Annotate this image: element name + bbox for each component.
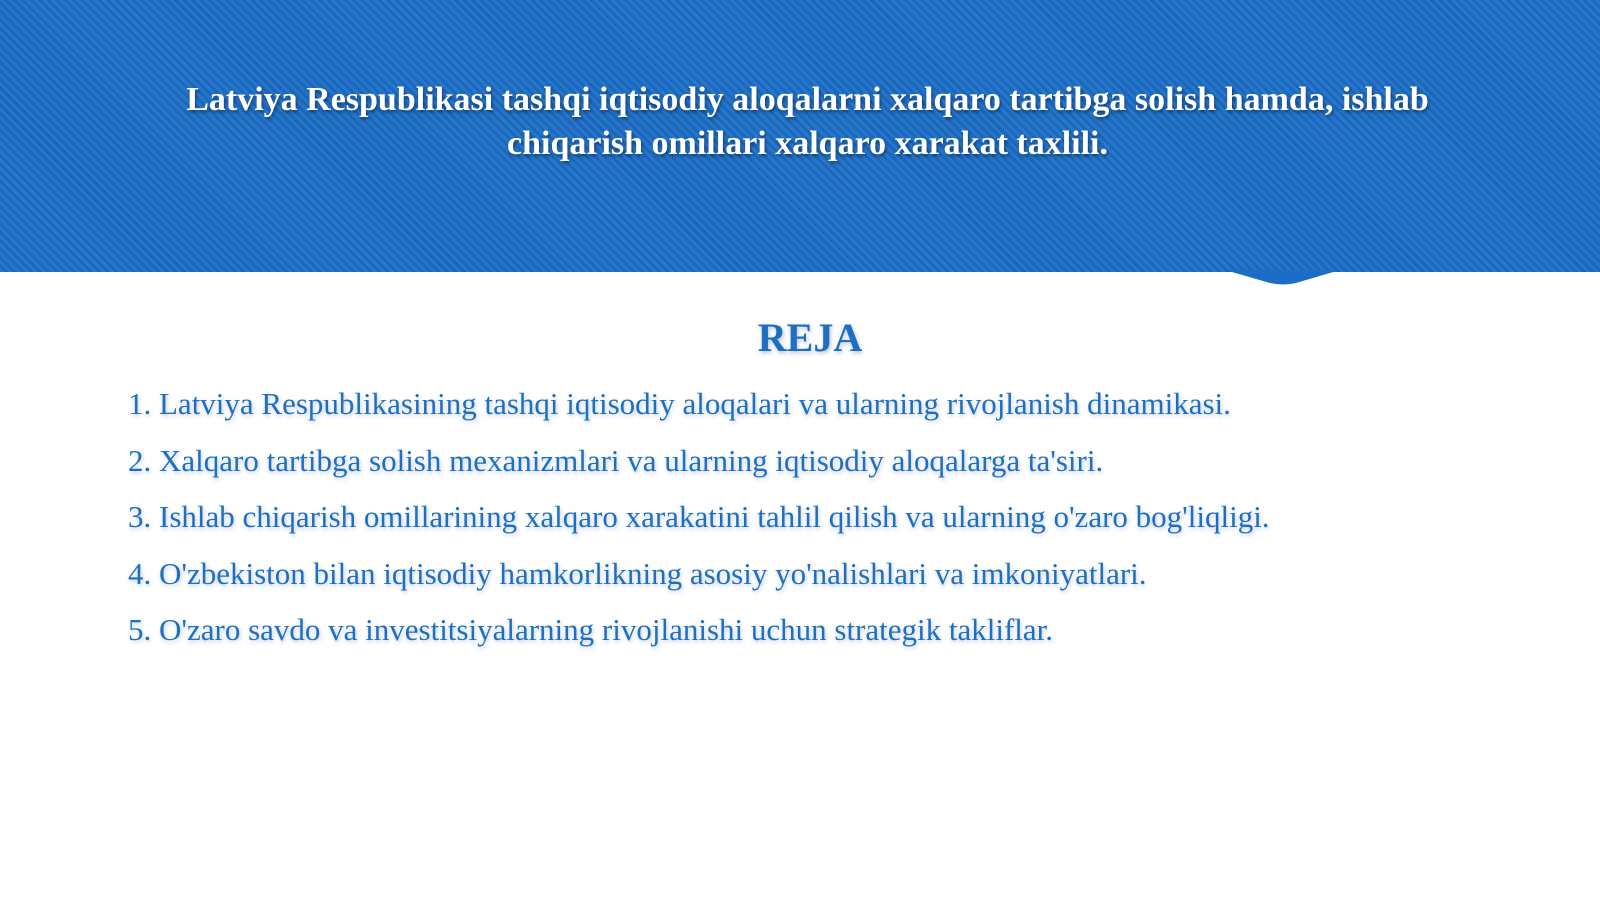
plan-item: 3. Ishlab chiqarish omillarining xalqaro xarakatini tahlil qilish va ularning o'zaro bog'liqligi. <box>128 499 1270 534</box>
header-banner-notch <box>0 270 1600 290</box>
plan-list <box>128 376 1548 659</box>
plan-heading: REJA <box>757 315 863 360</box>
plan-item: 1. Latviya Respublikasining tashqi iqtisodiy aloqalari va ularning rivojlanish dinamikasi. <box>128 386 1231 421</box>
slide-title: Latviya Respublikasi tashqi iqtisodiy aloqalarni xalqaro tartibga solish hamda, ishlab chiqarish omillari xalqaro xarakat taxlili. <box>186 81 1429 162</box>
plan-item: 4. O'zbekiston bilan iqtisodiy hamkorlikning asosiy yo'nalishlari va imkoniyatlari. <box>128 555 1147 591</box>
plan-item: 5. O'zaro savdo va investitsiyalarning rivojlanishi uchun strategik takliflar. <box>128 612 1054 647</box>
plan-item: 2. Xalqaro tartibga solish mexanizmlari va ularning iqtisodiy aloqalarga ta'siri. <box>128 442 1104 478</box>
